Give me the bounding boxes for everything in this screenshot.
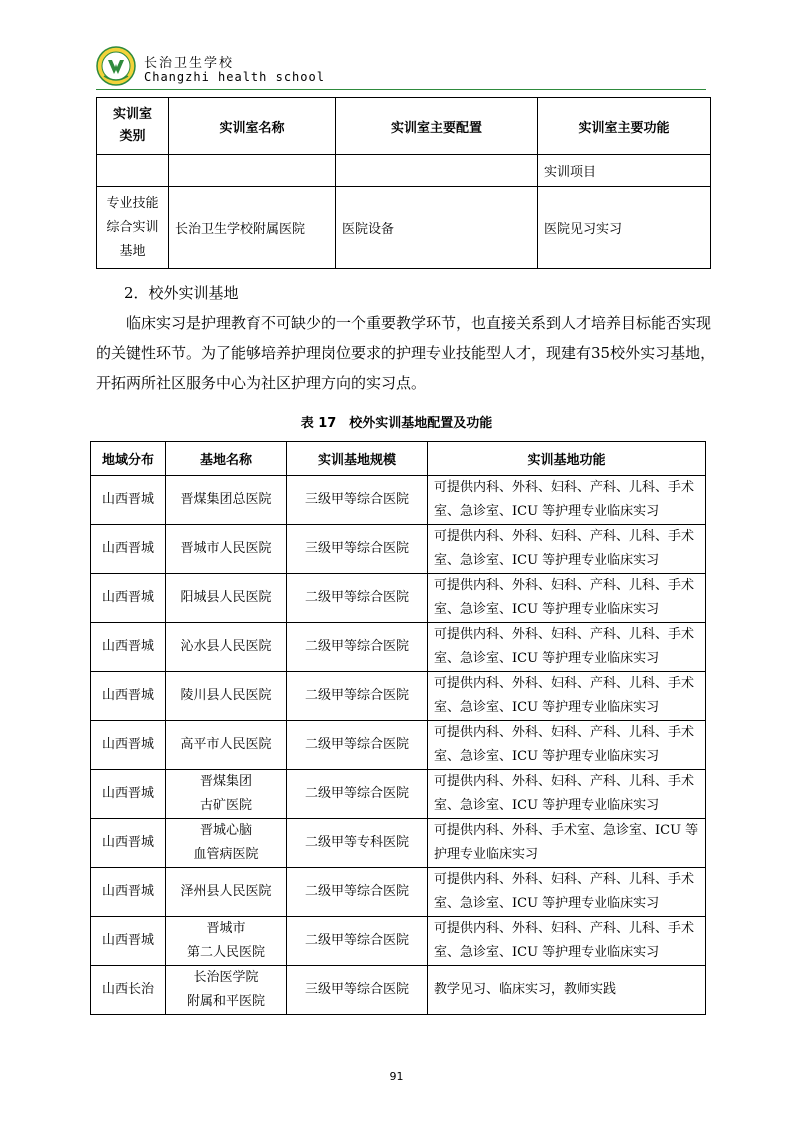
table-cell: 医院设备 [336,187,538,269]
table-row [91,476,706,525]
table-cell: 二级甲等综合医院 [287,623,428,672]
table-cell: 可提供内科、外科、妇科、产科、儿科、手术室、急诊室、ICU 等护理专业临床实习 [428,476,706,525]
table-cell: 晋城市人民医院 [166,525,287,574]
table-header-cell: 实训基地功能 [428,442,706,476]
lab-table-continued [96,97,711,269]
table-cell: 山西晋城 [91,623,166,672]
table-row [91,672,706,721]
table-cell: 医院见习实习 [538,187,711,269]
table-cell: 三级甲等综合医院 [287,476,428,525]
table-cell: 可提供内科、外科、妇科、产科、儿科、手术室、急诊室、ICU 等护理专业临床实习 [428,672,706,721]
table-cell: 二级甲等综合医院 [287,574,428,623]
table-row [91,525,706,574]
table-header-cell: 实训基地规模 [287,442,428,476]
table-cell: 沁水县人民医院 [166,623,287,672]
table-cell: 晋城市 第二人民医院 [166,917,287,966]
page-header [96,46,706,90]
table-row [91,966,706,1015]
table-cell: 专业技能 综合实训 基地 [97,187,169,269]
table-cell: 二级甲等综合医院 [287,672,428,721]
table-cell: 可提供内科、外科、妇科、产科、儿科、手术室、急诊室、ICU 等护理专业临床实习 [428,868,706,917]
table-cell: 山西晋城 [91,868,166,917]
table-cell: 可提供内科、外科、手术室、急诊室、ICU 等护理专业临床实习 [428,819,706,868]
table-row [97,155,711,187]
table-cell: 晋城心脑 血管病医院 [166,819,287,868]
table-cell: 山西晋城 [91,525,166,574]
table-cell [169,155,336,187]
table-cell: 可提供内科、外科、妇科、产科、儿科、手术室、急诊室、ICU 等护理专业临床实习 [428,917,706,966]
body-paragraph [96,308,716,398]
table-row [91,868,706,917]
table-header-cell: 实训室 类别 [97,98,169,155]
table-cell: 山西长治 [91,966,166,1015]
table-cell: 山西晋城 [91,770,166,819]
table-cell: 泽州县人民医院 [166,868,287,917]
table-row [91,574,706,623]
table-cell: 晋煤集团 古矿医院 [166,770,287,819]
table-cell: 陵川县人民医院 [166,672,287,721]
table-cell: 可提供内科、外科、妇科、产科、儿科、手术室、急诊室、ICU 等护理专业临床实习 [428,721,706,770]
section-heading: 2．校外实训基地 [124,284,239,302]
table-cell [97,155,169,187]
table-header-cell: 地域分布 [91,442,166,476]
table-cell: 教学见习、临床实习，教师实践 [428,966,706,1015]
header-divider [96,89,706,90]
page-number: 91 [389,1070,404,1083]
table-cell: 可提供内科、外科、妇科、产科、儿科、手术室、急诊室、ICU 等护理专业临床实习 [428,574,706,623]
table-cell: 山西晋城 [91,672,166,721]
table-cell: 晋煤集团总医院 [166,476,287,525]
school-logo-icon [96,46,136,86]
table-header-cell: 基地名称 [166,442,287,476]
table-header-row [97,98,711,155]
table-cell: 三级甲等综合医院 [287,966,428,1015]
table-cell: 可提供内科、外科、妇科、产科、儿科、手术室、急诊室、ICU 等护理专业临床实习 [428,525,706,574]
table-cell: 长治卫生学校附属医院 [169,187,336,269]
table-cell: 山西晋城 [91,574,166,623]
table-row [97,187,711,269]
table-cell: 山西晋城 [91,476,166,525]
table-cell: 二级甲等综合医院 [287,868,428,917]
table-row [91,623,706,672]
table-header-cell: 实训室名称 [169,98,336,155]
table-row [91,770,706,819]
table-cell: 可提供内科、外科、妇科、产科、儿科、手术室、急诊室、ICU 等护理专业临床实习 [428,623,706,672]
school-name-cn: 长治卫生学校 [144,56,235,71]
external-training-base-table [90,441,706,1015]
table-cell: 山西晋城 [91,721,166,770]
table-cell: 二级甲等综合医院 [287,721,428,770]
paragraph-text: 临床实习是护理教育不可缺少的一个重要教学环节，也直接关系到人才培养目标能否实现的关键性环节。为了能够培养护理岗位要求的护理专业技能型人才，现建有35校外实习基地，开拓两所社区服务中心为社区护理方向的实习点。 [96,314,716,392]
table-cell: 阳城县人民医院 [166,574,287,623]
table-cell: 山西晋城 [91,819,166,868]
table-row [91,917,706,966]
table-caption: 表 17 校外实训基地配置及功能 [300,416,493,431]
table-cell: 实训项目 [538,155,711,187]
table-cell: 三级甲等综合医院 [287,525,428,574]
table-cell: 长治医学院 附属和平医院 [166,966,287,1015]
table-cell [336,155,538,187]
school-name-en: Changzhi health school [144,70,325,84]
table-header-row [91,442,706,476]
table-row [91,721,706,770]
table-cell: 二级甲等综合医院 [287,917,428,966]
table-cell: 可提供内科、外科、妇科、产科、儿科、手术室、急诊室、ICU 等护理专业临床实习 [428,770,706,819]
table-header-cell: 实训室主要功能 [538,98,711,155]
table-cell: 高平市人民医院 [166,721,287,770]
table-cell: 二级甲等专科医院 [287,819,428,868]
table-cell: 二级甲等综合医院 [287,770,428,819]
table-header-cell: 实训室主要配置 [336,98,538,155]
table-cell: 山西晋城 [91,917,166,966]
table-row [91,819,706,868]
